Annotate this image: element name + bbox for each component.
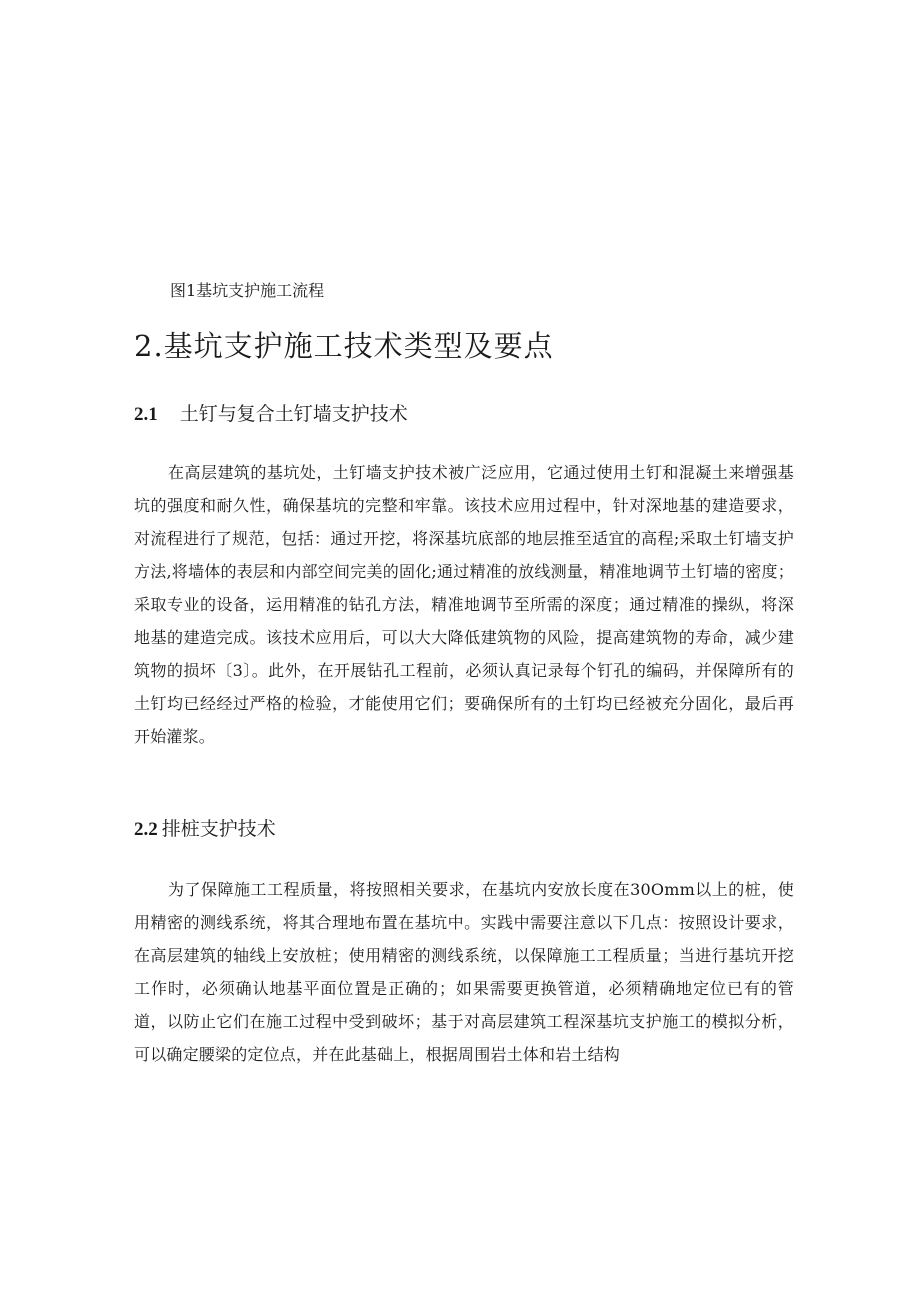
section-2-2-paragraph: 为了保障施工工程质量，将按照相关要求，在基坑内安放长度在30Omm以上的桩，使用精密的测线系统，将其合理地布置在基坑中。实践中需要注意以下几点：按照设计要求，在高层建筑的轴线上安放桩；使用精密的测线系统，以保障施工工程质量；当进行基坑开挖工作时，必须确认地基平面位置是正确的；如果需要更换管道，必须精确地定位已有的管道，以防止它们在施工过程中受到破坏；基于对高层建筑工程深基坑支护施工的模拟分析，可以确定腰梁的定位点，并在此基础上，根据周围岩土体和岩土结构 (134, 880, 794, 1064)
section-2-2-number: 2.2 (134, 819, 158, 840)
section-2-1-number: 2.1 (134, 404, 158, 425)
section-2-1-heading (134, 401, 408, 428)
figure-caption: 图1基坑支护施工流程 (170, 281, 325, 300)
section-2-heading: 2.基坑支护施工技术类型及要点 (134, 329, 554, 363)
section-2-1-title: 土钉与复合土钉墙支护技术 (179, 403, 408, 425)
section-2-2-heading (134, 816, 276, 843)
section-2-2-title: 排桩支护技术 (161, 818, 276, 840)
section-2-1-paragraph: 在高层建筑的基坑处，土钉墙支护技术被广泛应用，它通过使用土钉和混凝土来增强基坑的强度和耐久性，确保基坑的完整和牢靠。该技术应用过程中，针对深地基的建造要求，对流程进行了规范，包括：通过开挖，将深基坑底部的地层推至适宜的高程;采取土钉墙支护方法,将墙体的表层和内部空间完美的固化;通过精准的放线测量，精准地调节土钉墙的密度；采取专业的设备，运用精准的钻孔方法，精准地调节至所需的深度；通过精准的操纵，将深地基的建造完成。该技术应用后，可以大大降低建筑物的风险，提高建筑物的寿命，减少建筑物的损坏〔3〕。此外，在开展钻孔工程前，必须认真记录每个钉孔的编码，并保障所有的土钉均已经经过严格的检验，才能使用它们；要确保所有的土钉均已经被充分固化，最后再开始灌浆。 (134, 463, 794, 746)
